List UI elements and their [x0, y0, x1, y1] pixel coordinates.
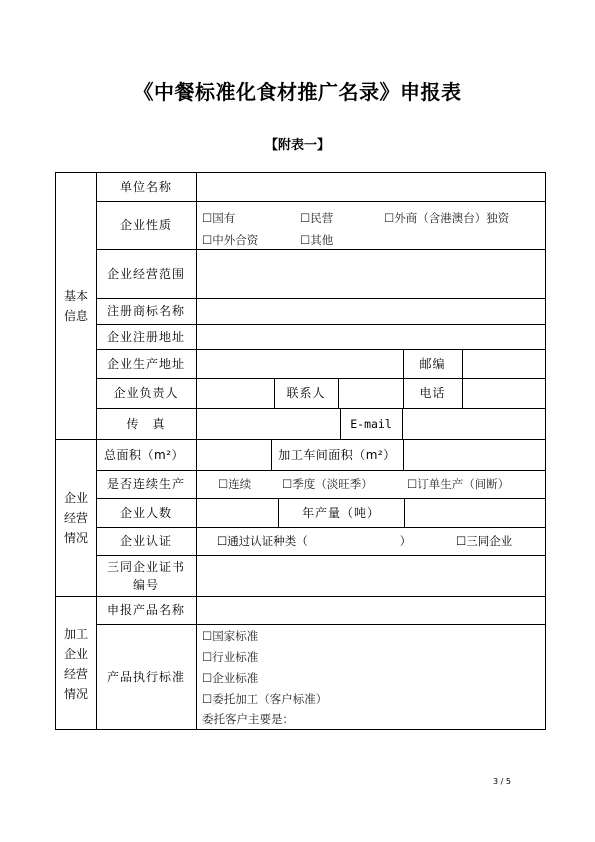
annual-output-field[interactable] — [405, 499, 546, 527]
label-product-name: 申报产品名称 — [106, 603, 185, 617]
nature-option-joint-venture[interactable]: ☐中外合资 — [202, 233, 259, 247]
label-nature: 企业性质 — [119, 218, 172, 232]
label-certification: 企业认证 — [119, 534, 172, 548]
unit-name-field[interactable] — [197, 173, 546, 201]
certification-option-santong[interactable]: ☐三同企业 — [456, 534, 513, 548]
standard-option-enterprise[interactable]: ☐企业标准 — [202, 671, 259, 685]
page-number: 3 / 5 — [493, 777, 511, 786]
product-name-field[interactable] — [197, 597, 546, 624]
section-operation: 企业 经营 情况 — [63, 491, 88, 545]
section-processing: 加工 企业 经营 情况 — [63, 626, 88, 701]
certification-option-type[interactable]: ☐通过认证种类（ ） — [217, 534, 412, 548]
continuous-option-continuous[interactable]: ☐连续 — [218, 477, 252, 491]
label-phone: 电话 — [419, 386, 446, 400]
label-trademark: 注册商标名称 — [106, 304, 185, 318]
standard-option-commissioned[interactable]: ☐委托加工（客户标准） — [202, 692, 328, 706]
postcode-field[interactable] — [463, 350, 546, 378]
reg-address-field[interactable] — [197, 325, 546, 349]
employees-field[interactable] — [197, 499, 278, 527]
section-basic-info: 基本 信息 — [63, 289, 88, 323]
scope-field[interactable] — [197, 250, 546, 298]
nature-option-other[interactable]: ☐其他 — [300, 233, 334, 247]
label-unit-name: 单位名称 — [119, 179, 172, 194]
label-annual-output: 年产量（吨） — [301, 505, 380, 520]
standard-option-industry[interactable]: ☐行业标准 — [202, 650, 259, 664]
nature-option-state-owned[interactable]: ☐国有 — [202, 211, 236, 225]
standard-option-national[interactable]: ☐国家标准 — [202, 629, 259, 643]
phone-field[interactable] — [463, 379, 546, 408]
label-cert-number: 三同企业证书 编号 — [106, 559, 185, 592]
continuous-option-seasonal[interactable]: ☐季度（淡旺季） — [282, 477, 373, 491]
label-reg-address: 企业注册地址 — [106, 329, 185, 344]
nature-option-private[interactable]: ☐民营 — [300, 211, 334, 225]
continuous-option-order-based[interactable]: ☐订单生产（间断） — [407, 477, 510, 491]
trademark-field[interactable] — [197, 299, 546, 324]
form-subtitle: 【附表一】 — [264, 138, 330, 153]
label-total-area: 总面积（m²） — [104, 447, 185, 462]
form-title: 《中餐标准化食材推广名录》申报表 — [133, 80, 462, 104]
email-field[interactable] — [403, 409, 546, 439]
prod-address-field[interactable] — [197, 350, 403, 378]
label-postcode: 邮编 — [419, 356, 446, 371]
label-fax: 传 真 — [126, 416, 166, 431]
label-workshop-area: 加工车间面积（m²） — [278, 447, 396, 462]
label-standard: 产品执行标准 — [106, 670, 185, 684]
total-area-field[interactable] — [197, 440, 271, 470]
fax-field[interactable] — [197, 409, 340, 439]
label-prod-address: 企业生产地址 — [106, 356, 185, 371]
contact-field[interactable] — [339, 379, 403, 408]
cert-number-field[interactable] — [197, 556, 546, 596]
label-continuous: 是否连续生产 — [106, 477, 185, 491]
label-email: E-mail — [350, 416, 392, 431]
nature-option-foreign[interactable]: ☐外商（含港澳台）独资 — [384, 211, 510, 225]
workshop-area-field[interactable] — [404, 440, 546, 470]
standard-client-note: 委托客户主要是： — [202, 712, 294, 726]
person-in-charge-field[interactable] — [197, 379, 274, 408]
label-employees: 企业人数 — [119, 505, 172, 520]
label-person-in-charge: 企业负责人 — [113, 386, 179, 400]
label-scope: 企业经营范围 — [106, 266, 185, 281]
label-contact: 联系人 — [286, 386, 326, 400]
